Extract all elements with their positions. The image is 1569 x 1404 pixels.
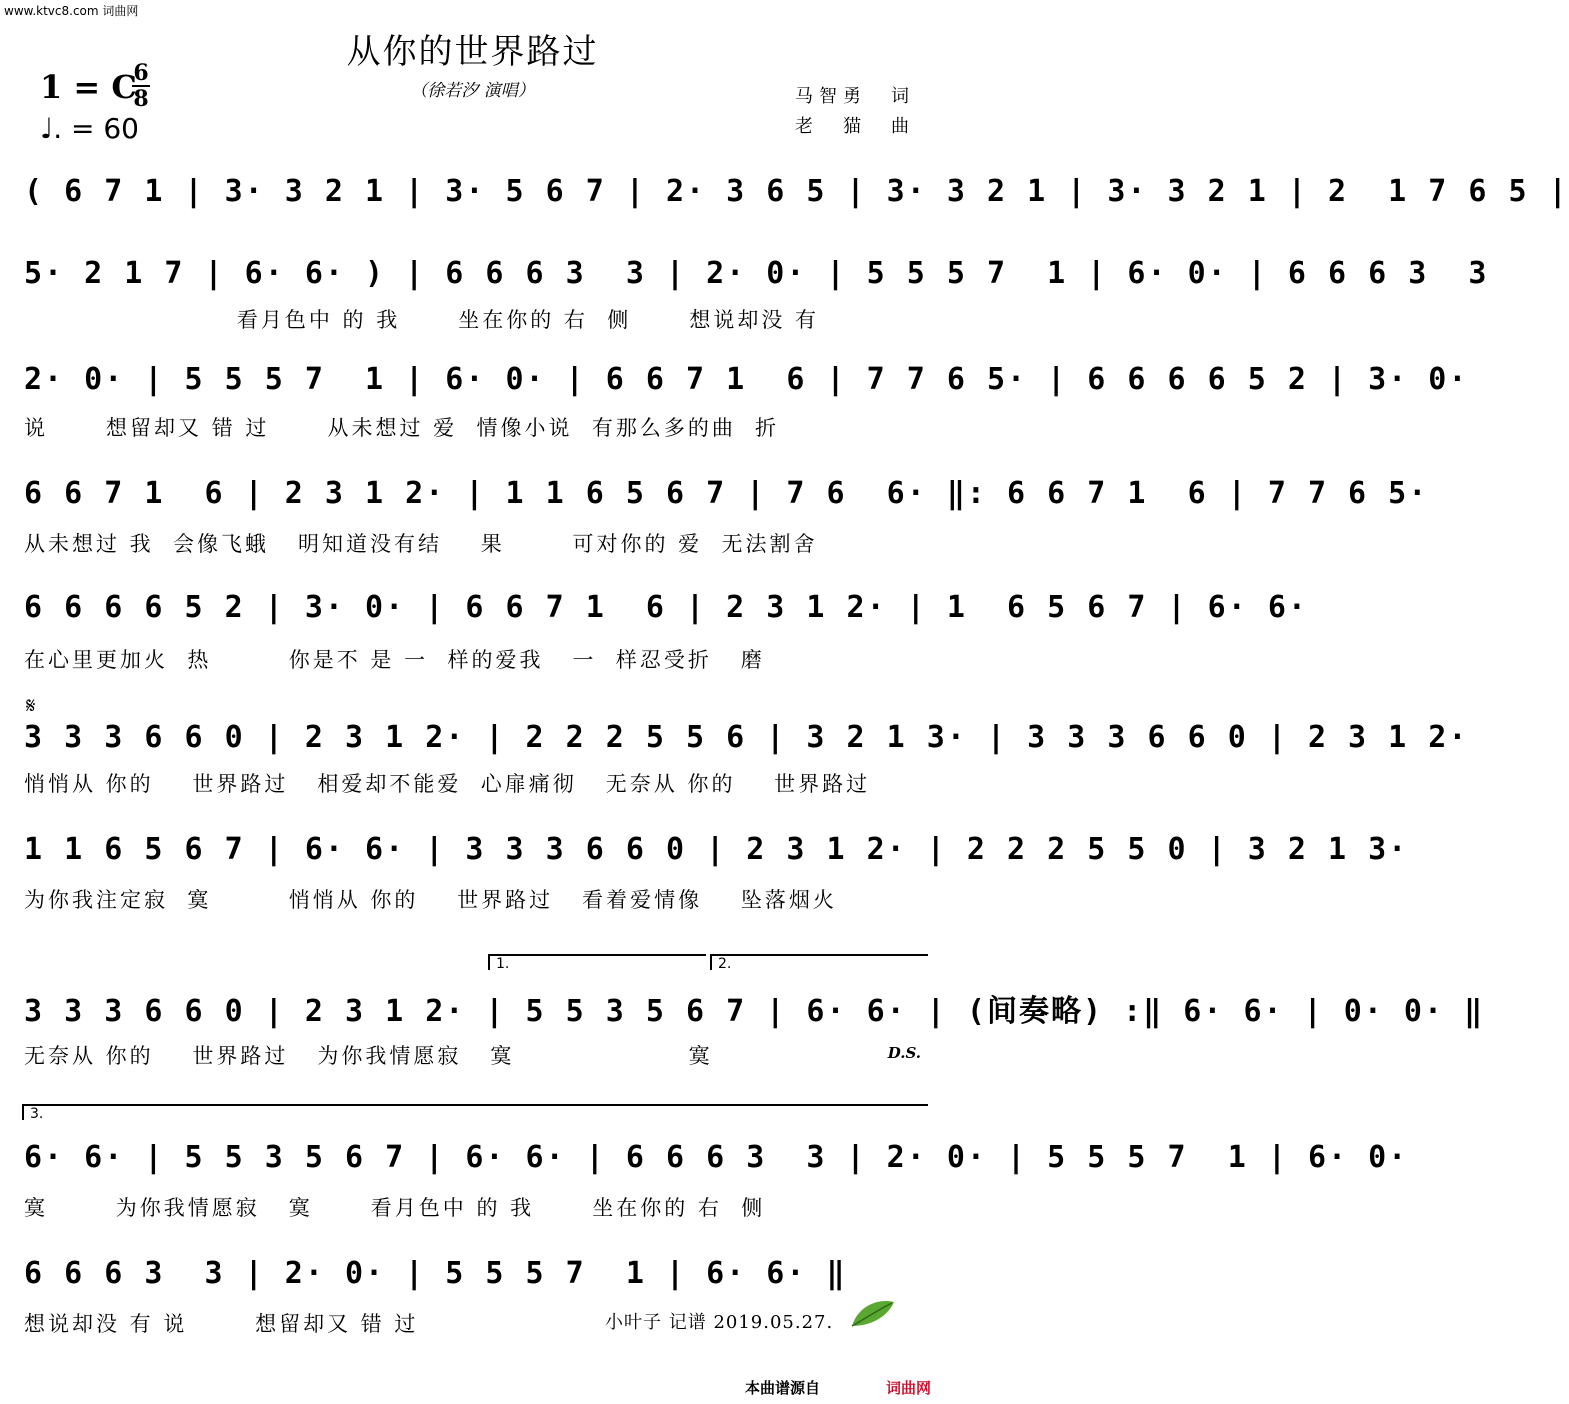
score-row-7: [0, 830, 1409, 960]
notation-line: 3 3 3 6 6 0 | 2 3 1 2· | 5 5 3 5 6 7 | 6· 6· | (间奏略) :‖ 6· 6· | 0· 0· ‖: [24, 994, 1485, 1029]
volta-first-ending: 1.: [488, 954, 706, 970]
song-subtitle: （徐若汐 演唱）: [410, 81, 535, 101]
lyricist-credit: 马智勇 词: [795, 86, 915, 107]
song-title: 从你的世界路过: [346, 32, 599, 72]
lyrics-line: 看月色中 的 我 坐在你的 右 侧 想说却没 有: [24, 308, 820, 332]
lyrics-line: 寞 为你我情愿寂 寞 看月色中 的 我 坐在你的 右 侧: [24, 1196, 766, 1220]
score-row-9: [0, 1104, 1409, 1234]
notation-line: 5· 2 1 7 | 6· 6· ) | 6 6 6 3 3 | 2· 0· | 5 5 5 7 1 | 6· 0· | 6 6 6 3 3: [24, 256, 1489, 291]
tempo-marking: ♩. = 60: [40, 112, 139, 145]
notation-line: 6 6 7 1 6 | 2 3 1 2· | 1 1 6 5 6 7 | 7 6 6· ‖: 6 6 7 1 6 | 7 7 6 5·: [24, 476, 1429, 511]
composer-credit: 老 猫 曲: [795, 116, 915, 137]
footer-source-label: 本曲谱源自: [744, 1379, 820, 1397]
volta-third-ending: 3.: [22, 1104, 928, 1120]
lyrics-line: 悄悄从 你的 世界路过 相爱却不能爱 心扉痛彻 无奈从 你的 世界路过: [24, 772, 871, 796]
dal-segno-marking: D.S.: [887, 1044, 921, 1062]
meter-bottom: 8: [133, 86, 149, 112]
notation-line: 2· 0· | 5 5 5 7 1 | 6· 0· | 6 6 7 1 6 | 7 7 6 5· | 6 6 6 6 5 2 | 3· 0·: [24, 362, 1469, 397]
segno-sign: 𝄋: [26, 694, 36, 719]
score-row-3: [0, 362, 1469, 492]
notation-line: 3 3 3 6 6 0 | 2 3 1 2· | 2 2 2 5 5 6 | 3 2 1 3· | 3 3 3 6 6 0 | 2 3 1 2·: [24, 720, 1469, 755]
notation-line: 6 6 6 3 3 | 2· 0· | 5 5 5 7 1 | 6· 6· ‖: [24, 1256, 847, 1291]
notation-line: 6 6 6 6 5 2 | 3· 0· | 6 6 7 1 6 | 2 3 1 2· | 1 6 5 6 7 | 6· 6·: [24, 590, 1308, 625]
score-row-8: [0, 954, 1485, 1084]
transcriber-credit: 小叶子 记谱 2019.05.27.: [605, 1312, 834, 1333]
volta-second-ending: 2.: [710, 954, 928, 970]
notation-line: 1 1 6 5 6 7 | 6· 6· | 3 3 3 6 6 0 | 2 3 1 2· | 2 2 2 5 5 0 | 3 2 1 3·: [24, 832, 1409, 867]
leaf-icon: [848, 1296, 898, 1334]
lyrics-line: 在心里更加火 热 你是不 是 一 样的爱我 一 样忍受折 磨: [24, 648, 765, 672]
site-watermark: www.ktvc8.com 词曲网: [4, 4, 139, 18]
meter-top: 6: [133, 60, 149, 86]
lyrics-line: 从未想过 我 会像飞蛾 明知道没有结 果 可对你的 爱 无法割舍: [24, 532, 818, 556]
score-row-6: [0, 694, 1469, 824]
key-signature: 1 = C: [40, 68, 137, 106]
footer-site-link[interactable]: 词曲网: [885, 1379, 931, 1397]
lyrics-line: 无奈从 你的 世界路过 为你我情愿寂 寞 寞: [24, 1044, 713, 1068]
lyrics-line: 说 想留却又 错 过 从未想过 爱 情像小说 有那么多的曲 折: [24, 416, 780, 440]
lyrics-line: 想说却没 有 说 想留却又 错 过: [24, 1312, 419, 1336]
lyrics-line: 为你我注定寂 寞 悄悄从 你的 世界路过 看着爱情像 坠落烟火: [24, 888, 837, 912]
score-row-4: [0, 476, 1429, 606]
notation-line: 6· 6· | 5 5 3 5 6 7 | 6· 6· | 6 6 6 3 3 | 2· 0· | 5 5 5 7 1 | 6· 0·: [24, 1140, 1409, 1175]
notation-line: ( 6 7 1 | 3· 3 2 1 | 3· 5 6 7 | 2· 3 6 5 | 3· 3 2 1 | 3· 3 2 1 | 2 1 7 6 5 |: [24, 174, 1569, 209]
time-signature: [132, 62, 150, 110]
